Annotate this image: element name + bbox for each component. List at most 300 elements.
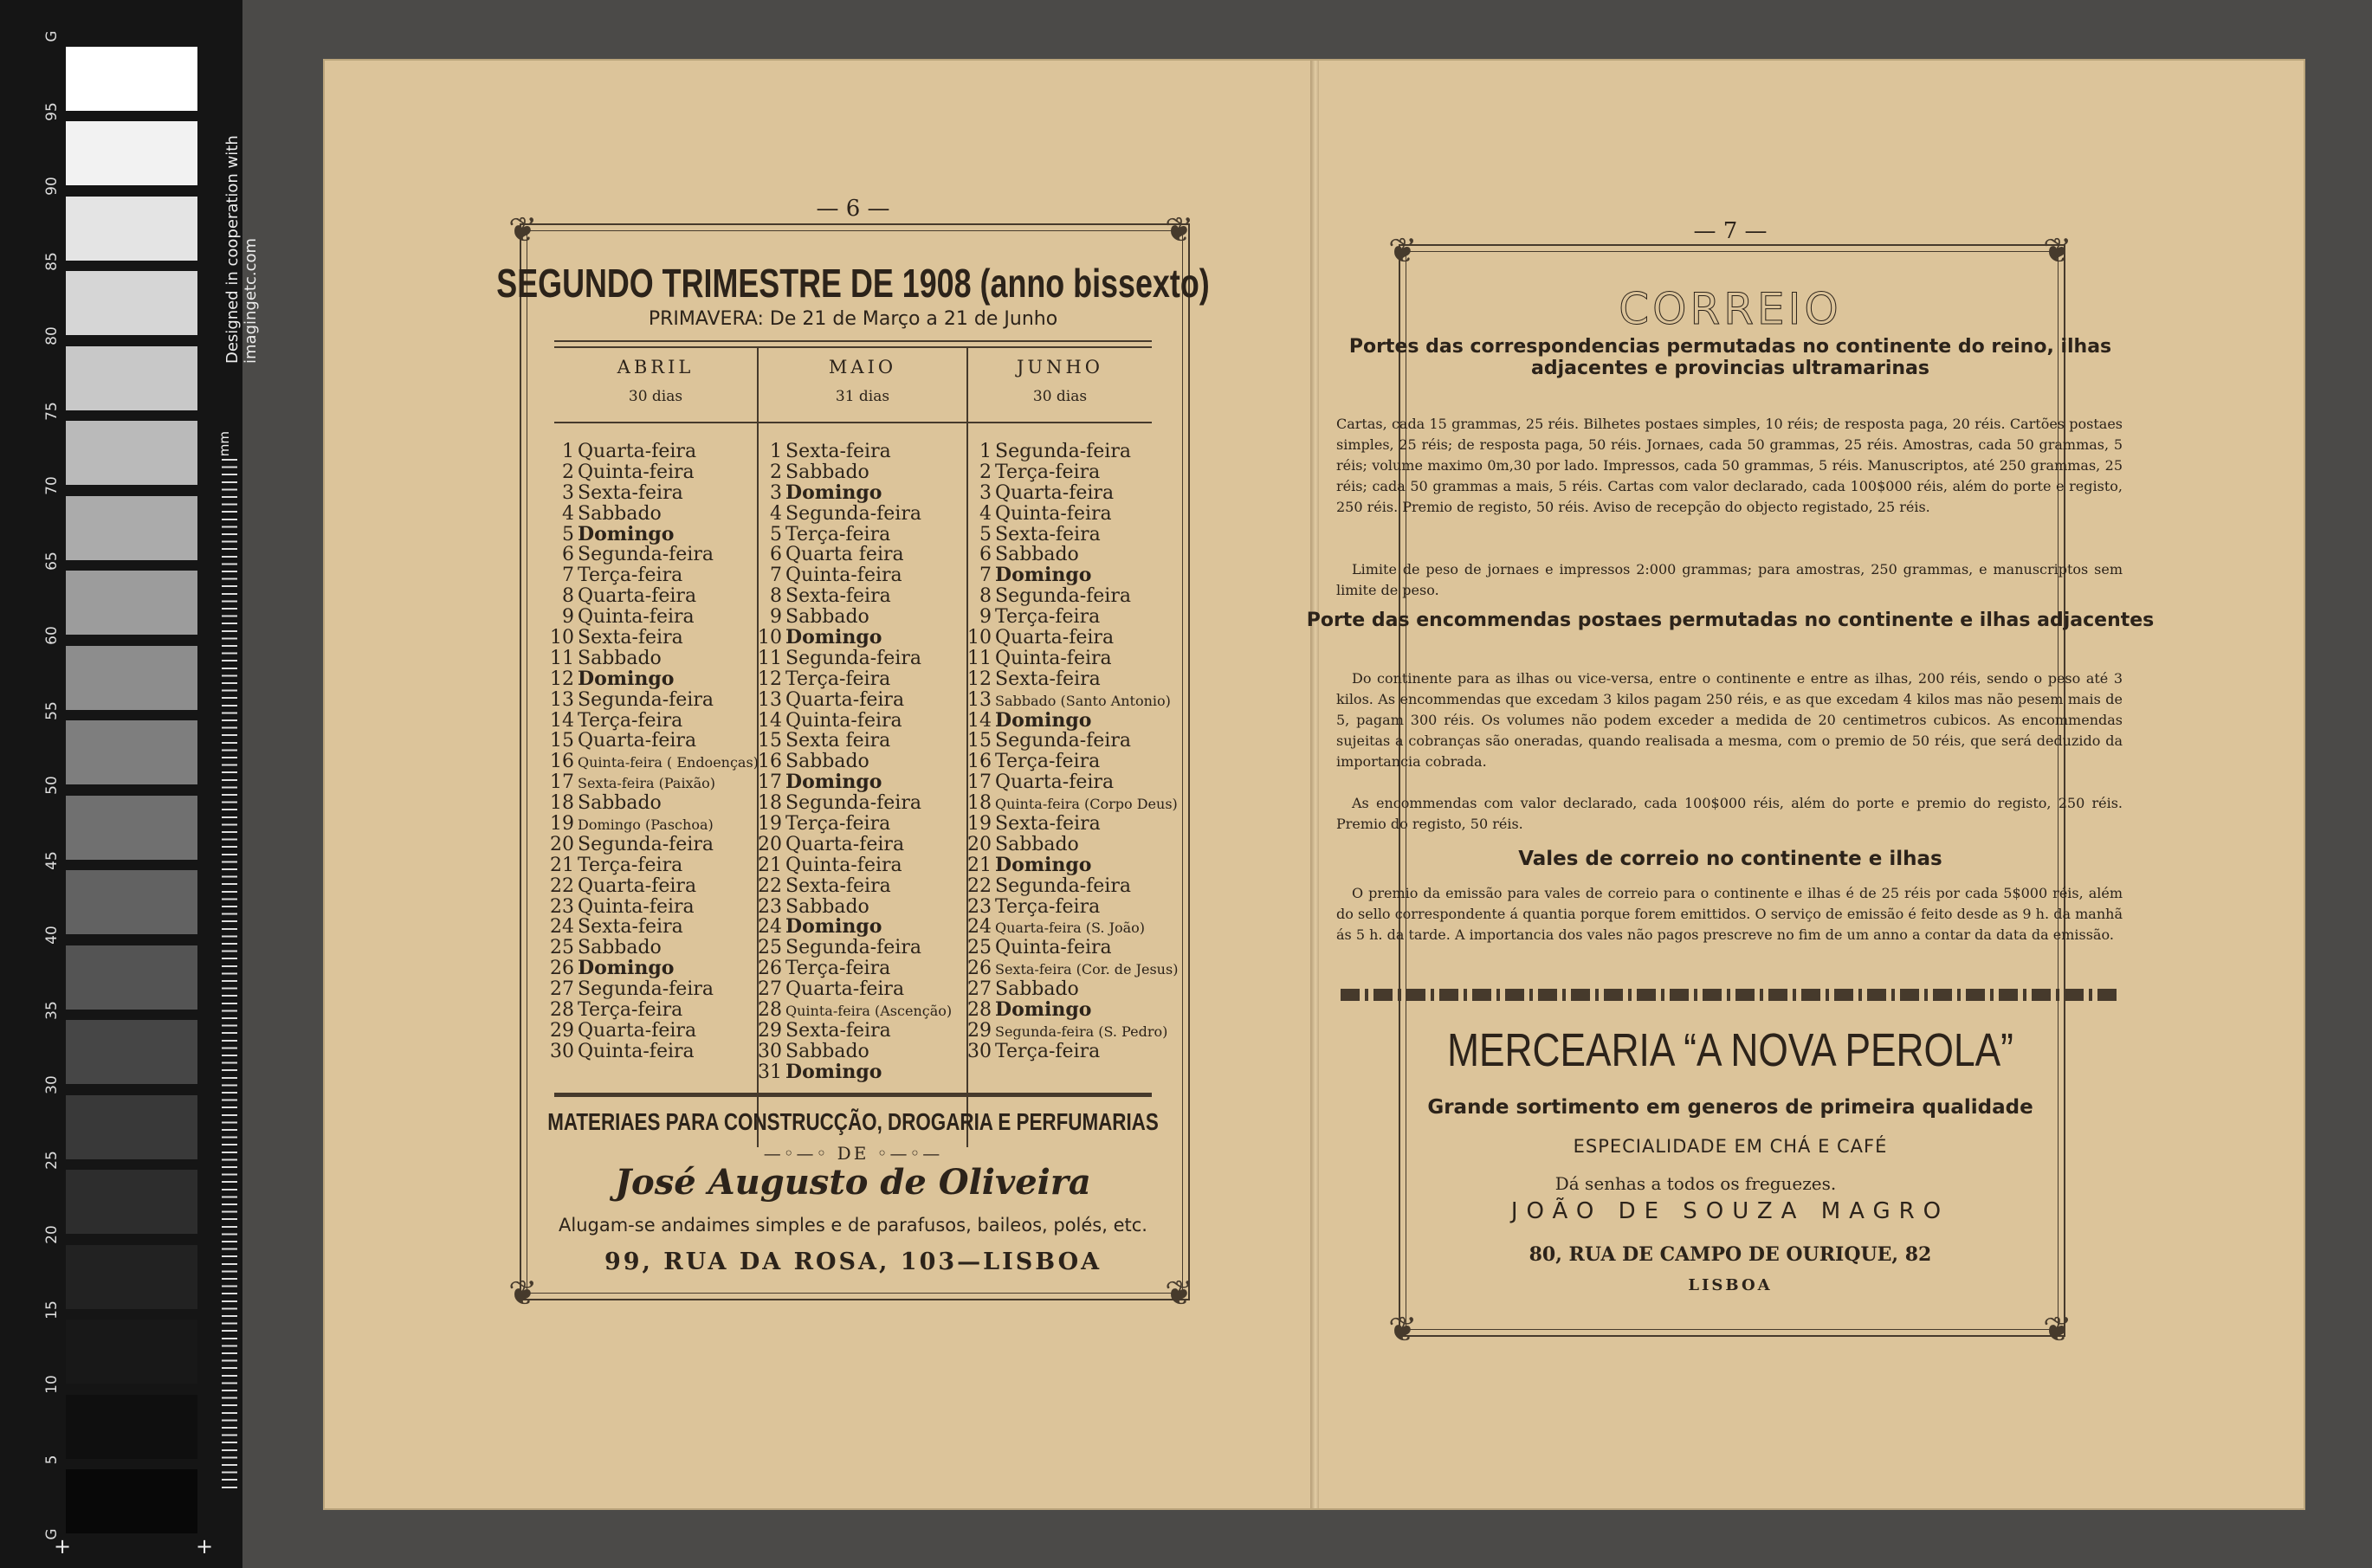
calendar-day bbox=[550, 979, 759, 1000]
target-step-label: G bbox=[43, 30, 61, 42]
weekday: Quarta-feira bbox=[578, 585, 697, 608]
day-number: 10 bbox=[967, 627, 992, 649]
month-name: MAIO bbox=[828, 357, 897, 377]
calendar-day bbox=[758, 545, 952, 565]
target-step-label: 25 bbox=[43, 1150, 61, 1170]
day-number: 5 bbox=[979, 523, 992, 545]
section-body: O premio da emissão para vales de correio para o continente e ilhas é de 25 réis por cada 5$000 réis, além do sello correspondente á quantia porque forem emittidos. O serviço de emissão é feito desde as 9 h. da manhã ás 5 h. da tarde. A importancia dos vales não pagos prescreve no fim de um anno a contar da data da emissão. bbox=[1336, 885, 2123, 943]
day-number: 18 bbox=[758, 792, 782, 815]
target-step-label: 35 bbox=[43, 1000, 61, 1020]
registration-mark-left: + bbox=[54, 1534, 72, 1558]
day-number: 30 bbox=[758, 1040, 782, 1062]
day-number: 9 bbox=[979, 606, 992, 629]
weekday: Sexta-feira (Paixão) bbox=[578, 775, 715, 792]
ad-shop-name: MERCEARIA “A NOVA PEROLA” bbox=[1447, 1024, 2013, 1076]
day-number: 6 bbox=[562, 544, 574, 566]
calendar-day bbox=[550, 1042, 759, 1062]
weekday: Terça-feira bbox=[995, 461, 1101, 483]
weekday: Quarta-feira bbox=[578, 441, 697, 462]
weekday: Terça-feira bbox=[578, 565, 683, 587]
weekday: Segunda-feira bbox=[578, 978, 714, 1001]
corner-ornament: ❦ bbox=[2043, 1310, 2072, 1350]
weekday: Segunda-feira bbox=[995, 874, 1131, 897]
day-number: 10 bbox=[758, 627, 782, 649]
weekday: Quarta-feira bbox=[785, 978, 905, 1001]
calendar-day bbox=[758, 897, 952, 918]
weekday: Terça-feira bbox=[785, 958, 891, 980]
ad-note: Dá senhas a todos os freguezes. bbox=[1554, 1173, 1837, 1194]
rule bbox=[554, 346, 1152, 348]
day-number: 15 bbox=[550, 730, 574, 752]
calendar-day bbox=[550, 628, 759, 648]
calendar-day bbox=[758, 752, 952, 772]
weekday: Quinta-feira (Corpo Deus) bbox=[995, 796, 1178, 813]
calendar-day bbox=[758, 731, 952, 752]
gray-patch bbox=[66, 1469, 197, 1533]
calendar-day bbox=[550, 648, 759, 669]
weekday: Sexta-feira bbox=[995, 668, 1101, 690]
day-number: 16 bbox=[550, 751, 574, 773]
ornamental-rule bbox=[554, 1093, 1152, 1097]
weekday: Domingo bbox=[785, 481, 882, 504]
ad-headline: MATERIAES PARA CONSTRUCÇÃO, DROGARIA E PERFUMARIAS bbox=[547, 1108, 1159, 1135]
day-number: 27 bbox=[550, 978, 574, 1001]
weekday: Domingo bbox=[578, 667, 675, 690]
day-list-junho bbox=[967, 442, 1178, 1062]
calendar-day bbox=[550, 669, 759, 690]
gray-patch bbox=[66, 496, 197, 560]
rule bbox=[554, 422, 1152, 423]
calendar-day bbox=[550, 772, 759, 793]
calendar-day bbox=[550, 752, 759, 772]
day-number: 24 bbox=[967, 916, 992, 939]
weekday: Segunda-feira bbox=[578, 688, 714, 711]
day-number: 12 bbox=[758, 668, 782, 690]
day-number: 3 bbox=[562, 481, 574, 504]
weekday: Terça-feira bbox=[785, 523, 891, 545]
calendar-day bbox=[967, 752, 1178, 772]
calendar-day bbox=[550, 876, 759, 897]
ad-city: LISBOA bbox=[1688, 1276, 1773, 1294]
day-number: 11 bbox=[550, 647, 574, 669]
target-step-label: 80 bbox=[43, 326, 61, 345]
weekday: Quinta-feira bbox=[785, 854, 902, 876]
rule bbox=[554, 340, 1152, 342]
day-number: 9 bbox=[770, 606, 782, 629]
weekday: Sabbado bbox=[578, 937, 662, 959]
target-step-label: 70 bbox=[43, 476, 61, 495]
section-heading: Porte das encommendas postaes permutadas no continente e ilhas adjacentes bbox=[1306, 610, 2155, 631]
day-number: 19 bbox=[967, 813, 992, 836]
gray-patch bbox=[66, 1020, 197, 1084]
weekday: Sexta-feira bbox=[785, 585, 891, 608]
day-number: 8 bbox=[562, 585, 574, 608]
calendar-day bbox=[550, 522, 759, 545]
gray-patch bbox=[66, 720, 197, 784]
weekday: Terça-feira bbox=[995, 751, 1101, 773]
calendar-day bbox=[758, 483, 952, 504]
day-number: 20 bbox=[967, 833, 992, 855]
ad-description: Alugam-se andaimes simples e de parafusos, baileos, polés, etc. bbox=[559, 1215, 1147, 1236]
day-number: 7 bbox=[979, 565, 992, 587]
ad-specialty: ESPECIALIDADE EM CHÁ E CAFÉ bbox=[1573, 1136, 1888, 1157]
calendar-day bbox=[550, 607, 759, 628]
corner-ornament: ❦ bbox=[1165, 1274, 1194, 1313]
weekday: Segunda-feira bbox=[785, 792, 921, 815]
weekday: Sexta-feira bbox=[578, 481, 683, 504]
weekday: Sexta-feira bbox=[578, 916, 683, 939]
weekday: Domingo bbox=[995, 998, 1092, 1022]
day-number: 17 bbox=[758, 771, 782, 794]
day-number: 11 bbox=[758, 647, 782, 669]
section-heading: Vales de correio no continente e ilhas bbox=[1518, 848, 1942, 870]
mm-ruler bbox=[222, 459, 237, 1489]
calendar-day bbox=[550, 690, 759, 711]
weekday: Segunda-feira bbox=[785, 937, 921, 959]
section-heading: Portes das correspondencias permutadas no continente do reino, ilhas adjacentes e provincias ultramarinas bbox=[1348, 336, 2112, 379]
calendar-day bbox=[758, 565, 952, 586]
page-right bbox=[1306, 61, 2304, 1508]
section-body: Do continente para as ilhas ou vice-versa, entre o continente e entre as ilhas, 200 réis, sendo o peso até 3 kilos. As encommendas que excedam 3 kilos pagam 250 réis, e as que excedam 4 kilos mas não pesem mais de 5, pagam 300 réis. Os volumes não podem exceder a medida de 20 centimetros cubicos. As encommendas sujeitas a cobranças são oneradas, quando realisada a mesma, com o premio de 50 réis, que será deduzido da importancia cobrada. bbox=[1336, 670, 2123, 770]
page-left bbox=[325, 61, 1312, 1508]
day-number: 11 bbox=[967, 647, 992, 669]
target-step-label: 85 bbox=[43, 251, 61, 271]
calendar-day bbox=[967, 690, 1178, 711]
color-target-strip bbox=[0, 0, 242, 1568]
day-number: 13 bbox=[550, 688, 574, 711]
calendar-day bbox=[550, 835, 759, 855]
target-step-label: 20 bbox=[43, 1225, 61, 1244]
weekday: Sabbado bbox=[578, 647, 662, 669]
weekday: Quarta-feira bbox=[995, 481, 1115, 504]
calendar-day bbox=[967, 938, 1178, 958]
day-number: 2 bbox=[562, 461, 574, 483]
weekday: Sexta feira bbox=[785, 730, 891, 752]
calendar-day bbox=[967, 565, 1178, 586]
weekday: Quinta-feira bbox=[995, 647, 1112, 669]
calendar-day bbox=[967, 1000, 1178, 1021]
weekday: Sabbado bbox=[785, 1040, 869, 1062]
page-number: — 7 — bbox=[1693, 218, 1768, 244]
day-number: 17 bbox=[550, 771, 574, 794]
day-number: 20 bbox=[550, 833, 574, 855]
weekday: Quarta-feira bbox=[785, 688, 905, 711]
gray-patch bbox=[66, 1320, 197, 1384]
calendar-day bbox=[758, 855, 952, 876]
corner-ornament: ❦ bbox=[508, 210, 538, 250]
weekday: Quinta-feira bbox=[995, 937, 1112, 959]
calendar-day bbox=[758, 711, 952, 732]
calendar-day bbox=[550, 586, 759, 607]
gray-patch bbox=[66, 1170, 197, 1234]
calendar-day bbox=[758, 628, 952, 648]
calendar-day bbox=[758, 835, 952, 855]
calendar-day bbox=[967, 504, 1178, 525]
target-step-label: 30 bbox=[43, 1075, 61, 1094]
day-number: 24 bbox=[758, 916, 782, 939]
ad-owner: JOÃO DE SOUZA MAGRO bbox=[1510, 1198, 1950, 1224]
calendar-day bbox=[967, 835, 1178, 855]
calendar-day bbox=[550, 565, 759, 586]
calendar-day bbox=[967, 1021, 1178, 1042]
weekday: Quarta-feira (S. João) bbox=[995, 920, 1146, 937]
target-step-label: 15 bbox=[43, 1300, 61, 1320]
day-number: 29 bbox=[550, 1019, 574, 1042]
gray-patch bbox=[66, 1395, 197, 1459]
calendar-day bbox=[758, 586, 952, 607]
gray-patch bbox=[66, 945, 197, 1010]
target-step-label: 45 bbox=[43, 850, 61, 870]
calendar-day bbox=[967, 483, 1178, 504]
weekday: Domingo bbox=[785, 1060, 882, 1083]
weekday: Domingo bbox=[995, 564, 1092, 587]
weekday: Sexta-feira bbox=[995, 523, 1101, 545]
weekday: Sabbado bbox=[785, 606, 869, 629]
day-number: 15 bbox=[967, 730, 992, 752]
weekday: Segunda-feira bbox=[995, 441, 1131, 462]
weekday: Sabbado bbox=[785, 895, 869, 918]
corner-ornament: ❦ bbox=[508, 1274, 538, 1313]
weekday: Quinta-feira bbox=[785, 709, 902, 732]
weekday: Domingo bbox=[578, 522, 675, 545]
ad-address: 80, RUA DE CAMPO DE OURIQUE, 82 bbox=[1529, 1243, 1932, 1266]
section-body: Limite de peso de jornaes e impressos 2:000 grammas; para amostras, 250 grammas, e manuscriptos sem limite de peso. bbox=[1336, 561, 2123, 598]
calendar-day bbox=[967, 772, 1178, 793]
calendar-day bbox=[550, 814, 759, 835]
weekday: Sexta-feira bbox=[785, 874, 891, 897]
calendar-day bbox=[967, 628, 1178, 648]
day-number: 29 bbox=[967, 1019, 992, 1042]
calendar-day bbox=[758, 1000, 952, 1021]
gray-patch bbox=[66, 1095, 197, 1159]
weekday: Quinta-feira (Ascenção) bbox=[785, 1003, 953, 1020]
calendar-day bbox=[758, 525, 952, 545]
calendar-day bbox=[758, 793, 952, 814]
weekday: Quinta-feira bbox=[578, 461, 695, 483]
day-number: 29 bbox=[758, 1019, 782, 1042]
registration-mark-right: + bbox=[196, 1534, 214, 1558]
target-step-label: 50 bbox=[43, 776, 61, 795]
weekday: Terça-feira bbox=[995, 895, 1101, 918]
weekday: Quarta-feira bbox=[785, 833, 905, 855]
day-number: 14 bbox=[967, 709, 992, 732]
weekday: Domingo bbox=[995, 853, 1092, 876]
calendar-day bbox=[967, 648, 1178, 669]
calendar-day bbox=[758, 1021, 952, 1042]
calendar-day bbox=[967, 979, 1178, 1000]
weekday: Segunda-feira bbox=[995, 730, 1131, 752]
day-number: 2 bbox=[979, 461, 992, 483]
day-number: 22 bbox=[550, 874, 574, 897]
section-body: As encommendas com valor declarado, cada 100$000 réis, além do porte e premio do registo, 250 réis. Premio do registo, 50 réis. bbox=[1336, 795, 2123, 832]
calendar-day bbox=[758, 607, 952, 628]
weekday: Terça-feira bbox=[785, 813, 891, 836]
ruler-unit: mm bbox=[217, 431, 232, 457]
weekday: Domingo bbox=[578, 957, 675, 980]
calendar-day bbox=[967, 708, 1178, 732]
calendar-day bbox=[758, 690, 952, 711]
calendar-day bbox=[550, 731, 759, 752]
calendar-day bbox=[550, 897, 759, 918]
day-number: 7 bbox=[770, 565, 782, 587]
calendar-day bbox=[967, 897, 1178, 918]
month-days: 30 dias bbox=[1032, 388, 1088, 405]
day-number: 22 bbox=[967, 874, 992, 897]
gray-patch bbox=[66, 421, 197, 485]
corner-ornament: ❦ bbox=[2043, 231, 2072, 271]
target-step-label: G bbox=[43, 1528, 61, 1540]
day-number: 1 bbox=[979, 441, 992, 462]
day-number: 30 bbox=[967, 1040, 992, 1062]
calendar-day bbox=[758, 876, 952, 897]
day-number: 8 bbox=[770, 585, 782, 608]
day-number: 19 bbox=[758, 813, 782, 836]
calendar-day bbox=[758, 648, 952, 669]
day-number: 5 bbox=[770, 523, 782, 545]
weekday: Sexta-feira bbox=[785, 441, 891, 462]
weekday: Quarta-feira bbox=[995, 627, 1115, 649]
weekday: Sexta-feira bbox=[785, 1019, 891, 1042]
weekday: Quarta-feira bbox=[995, 771, 1115, 794]
weekday: Sabbado bbox=[995, 833, 1079, 855]
corner-ornament: ❦ bbox=[1388, 1310, 1418, 1350]
weekday: Quarta-feira bbox=[578, 1019, 697, 1042]
calendar-day bbox=[550, 938, 759, 958]
day-number: 28 bbox=[550, 999, 574, 1022]
day-number: 27 bbox=[758, 978, 782, 1001]
weekday: Quinta-feira bbox=[578, 1040, 695, 1062]
day-number: 21 bbox=[967, 854, 992, 876]
calendar-day bbox=[967, 1042, 1178, 1062]
month-days: 30 dias bbox=[628, 388, 683, 405]
calendar-day bbox=[967, 814, 1178, 835]
calendar-day bbox=[967, 731, 1178, 752]
day-number: 7 bbox=[562, 565, 574, 587]
weekday: Segunda-feira (S. Pedro) bbox=[995, 1023, 1168, 1040]
calendar-day bbox=[758, 917, 952, 938]
section-title: CORREIO bbox=[1619, 284, 1842, 334]
day-number: 24 bbox=[550, 916, 574, 939]
target-step-label: 90 bbox=[43, 177, 61, 196]
calendar-day bbox=[967, 462, 1178, 483]
day-number: 16 bbox=[758, 751, 782, 773]
weekday: Sabbado bbox=[995, 544, 1079, 566]
weekday: Segunda-feira bbox=[995, 585, 1131, 608]
day-number: 5 bbox=[562, 523, 574, 545]
gray-patch bbox=[66, 197, 197, 261]
weekday: Sabbado bbox=[578, 792, 662, 815]
ad-address: 99, RUA DA ROSA, 103—LISBOA bbox=[604, 1249, 1102, 1275]
weekday: Segunda-feira bbox=[578, 544, 714, 566]
weekday: Terça-feira bbox=[578, 999, 683, 1022]
weekday: Domingo bbox=[995, 708, 1092, 732]
calendar-day bbox=[758, 958, 952, 979]
day-number: 15 bbox=[758, 730, 782, 752]
calendar-day bbox=[550, 1021, 759, 1042]
weekday: Sabbado bbox=[785, 751, 869, 773]
calendar-day bbox=[967, 586, 1178, 607]
day-number: 14 bbox=[550, 709, 574, 732]
target-step-label: 10 bbox=[43, 1375, 61, 1394]
gray-patch bbox=[66, 870, 197, 934]
weekday: Quinta-feira bbox=[578, 895, 695, 918]
day-number: 30 bbox=[550, 1040, 574, 1062]
corner-ornament: ❦ bbox=[1388, 231, 1418, 271]
weekday: Sexta-feira bbox=[995, 813, 1101, 836]
day-number: 4 bbox=[770, 502, 782, 525]
weekday: Domingo (Paschoa) bbox=[578, 816, 714, 834]
calendar-day bbox=[967, 793, 1178, 814]
day-number: 1 bbox=[562, 441, 574, 462]
calendar-day bbox=[550, 462, 759, 483]
day-number: 25 bbox=[550, 937, 574, 959]
weekday: Sabbado bbox=[578, 502, 662, 525]
day-number: 13 bbox=[758, 688, 782, 711]
day-number: 26 bbox=[550, 958, 574, 980]
day-number: 21 bbox=[758, 854, 782, 876]
day-number: 25 bbox=[967, 937, 992, 959]
gray-patch bbox=[66, 121, 197, 185]
calendar-day bbox=[758, 1062, 952, 1083]
day-number: 4 bbox=[562, 502, 574, 525]
page-number: — 6 — bbox=[816, 196, 890, 222]
gray-patch bbox=[66, 571, 197, 635]
gray-patch bbox=[66, 271, 197, 335]
day-number: 27 bbox=[967, 978, 992, 1001]
calendar-day bbox=[967, 669, 1178, 690]
day-number: 8 bbox=[979, 585, 992, 608]
calendar-day bbox=[967, 876, 1178, 897]
day-number: 4 bbox=[979, 502, 992, 525]
day-number: 9 bbox=[562, 606, 574, 629]
calendar-day bbox=[967, 917, 1178, 938]
open-booklet bbox=[325, 61, 2304, 1508]
weekday: Sabbado bbox=[995, 978, 1079, 1001]
weekday: Domingo bbox=[785, 626, 882, 649]
weekday: Sabbado bbox=[785, 461, 869, 483]
calendar-title: SEGUNDO TRIMESTRE DE 1908 (anno bissexto) bbox=[496, 261, 1210, 306]
day-list-abril bbox=[550, 442, 759, 1062]
day-number: 23 bbox=[550, 895, 574, 918]
day-number: 17 bbox=[967, 771, 992, 794]
weekday: Quinta-feira bbox=[578, 606, 695, 629]
month-name: JUNHO bbox=[1016, 357, 1104, 377]
calendar-day bbox=[967, 525, 1178, 545]
day-number: 28 bbox=[967, 999, 992, 1022]
calendar-day bbox=[758, 1042, 952, 1062]
calendar-day bbox=[758, 979, 952, 1000]
day-number: 10 bbox=[550, 627, 574, 649]
weekday: Terça-feira bbox=[995, 1040, 1101, 1062]
target-step-label: 95 bbox=[43, 101, 61, 121]
calendar-day bbox=[758, 442, 952, 462]
day-number: 16 bbox=[967, 751, 992, 773]
calendar-day bbox=[550, 1000, 759, 1021]
day-number: 18 bbox=[550, 792, 574, 815]
weekday: Quarta-feira bbox=[578, 874, 697, 897]
gray-patch bbox=[66, 346, 197, 410]
weekday: Segunda-feira bbox=[785, 502, 921, 525]
day-number: 20 bbox=[758, 833, 782, 855]
weekday: Domingo bbox=[785, 771, 882, 794]
ad-connector: —◦—◦ DE ◦—◦— bbox=[763, 1143, 943, 1164]
calendar-day bbox=[758, 814, 952, 835]
target-step-label: 5 bbox=[43, 1455, 61, 1464]
day-number: 26 bbox=[758, 958, 782, 980]
weekday: Terça-feira bbox=[785, 668, 891, 690]
ornamental-rule bbox=[1341, 989, 2120, 1001]
calendar-day bbox=[758, 669, 952, 690]
